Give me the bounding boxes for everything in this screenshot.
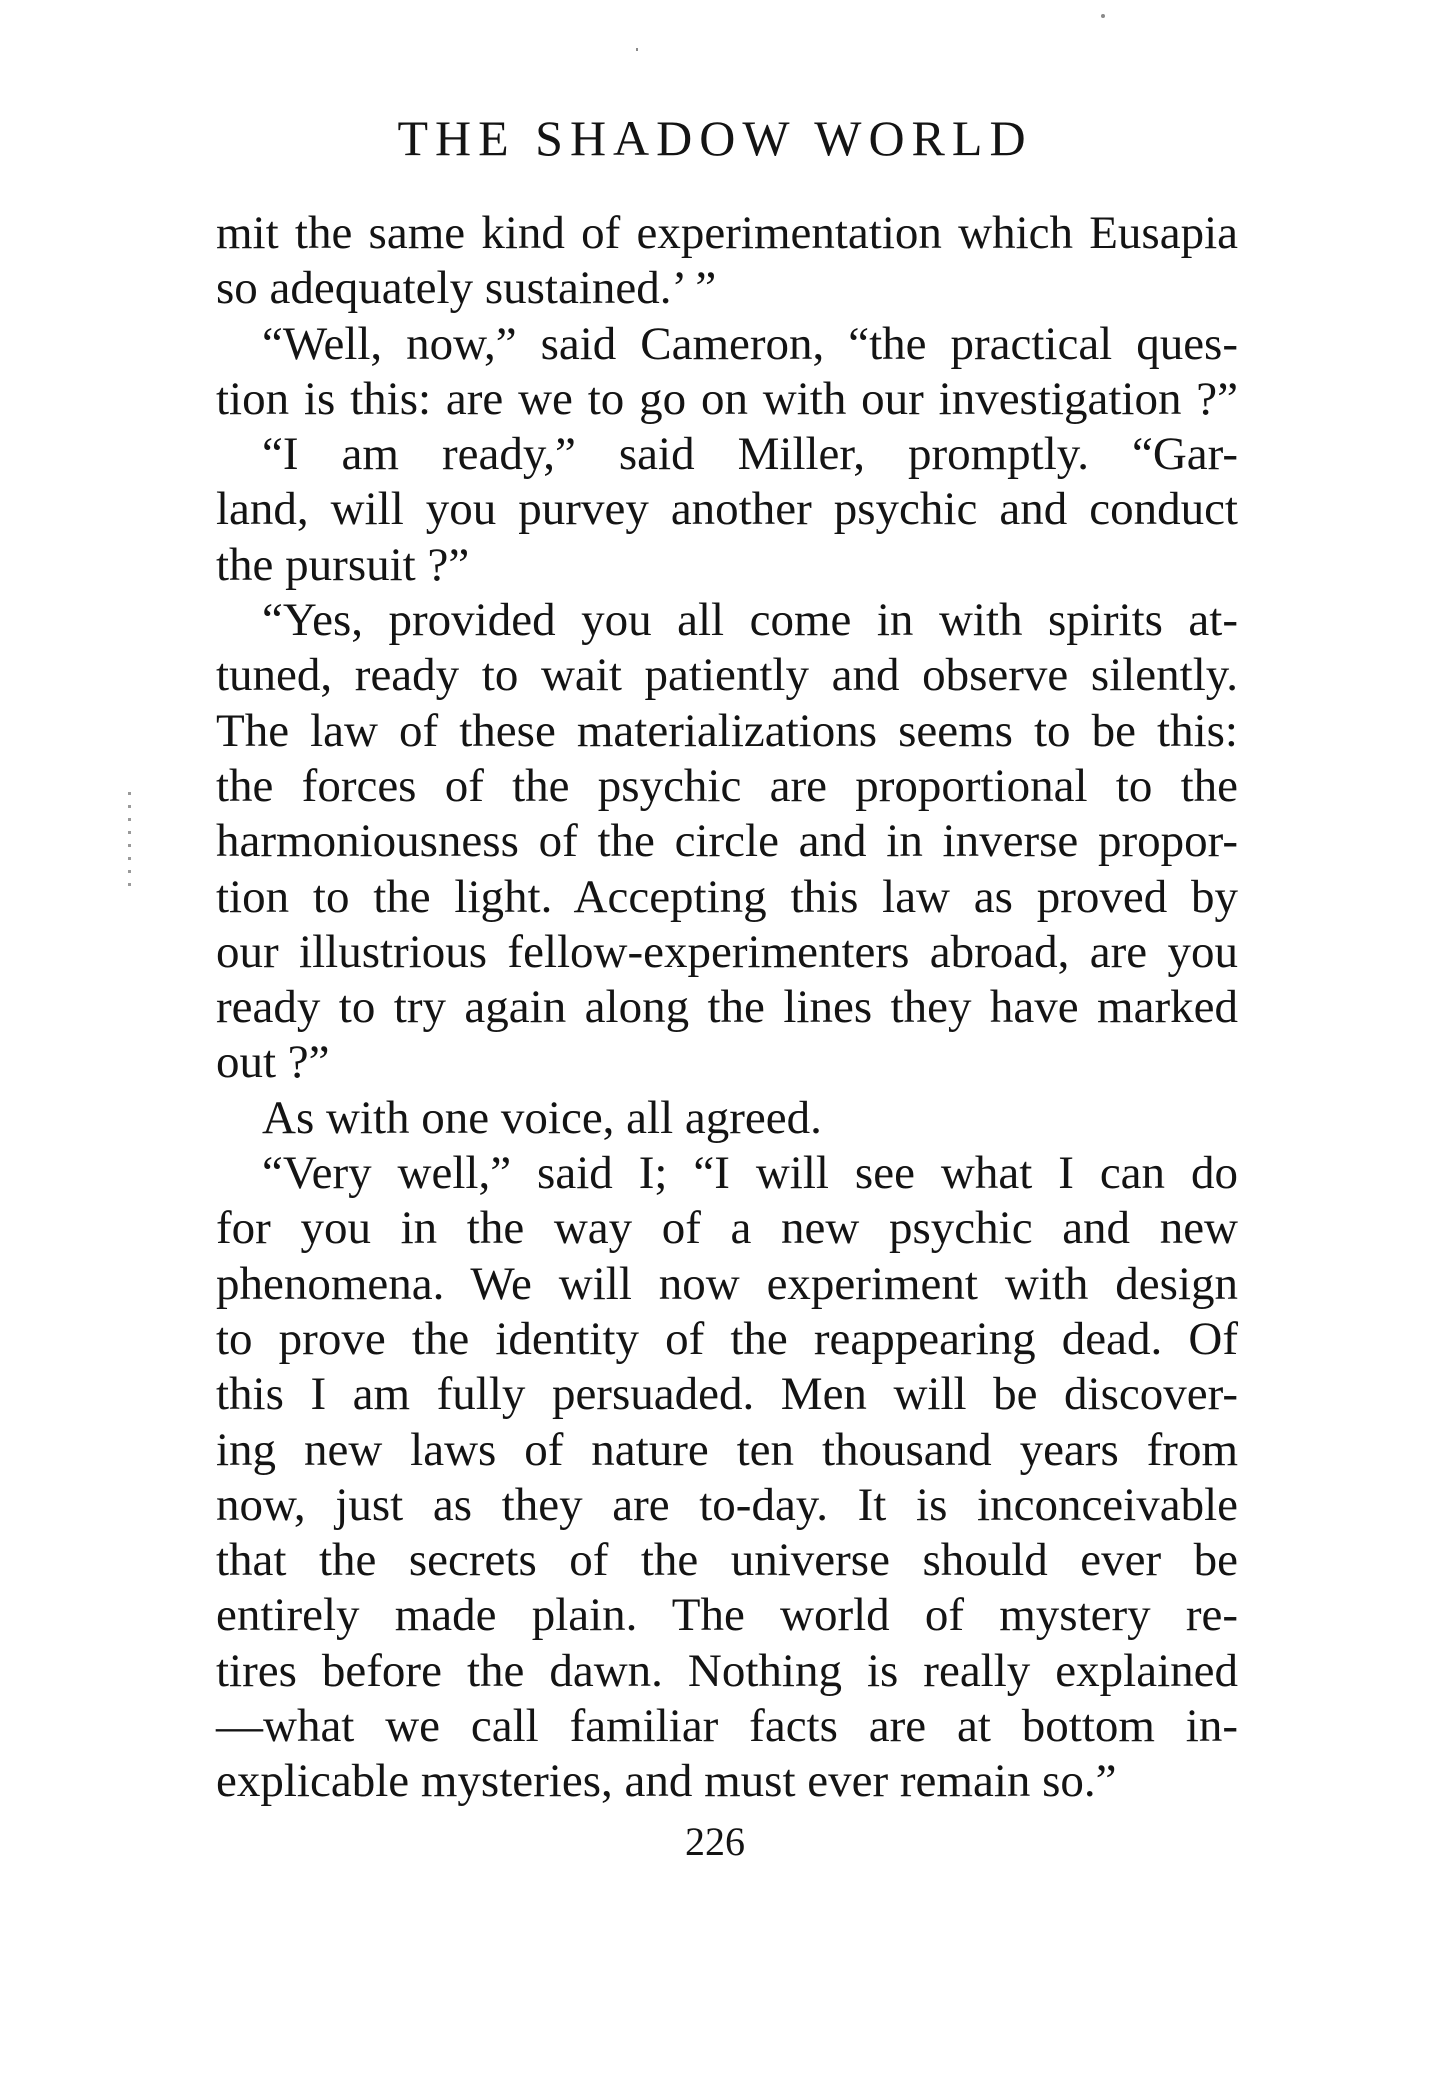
text-line: now, just as they are to-day. It is inconceivable <box>216 1478 1238 1531</box>
text-line: “Very well,” said I; “I will see what I can do <box>262 1147 1238 1200</box>
scan-speck <box>1101 14 1105 18</box>
text-line: “I am ready,” said Miller, promptly. “Gar- <box>262 428 1238 481</box>
text-line: for you in the way of a new psychic and new <box>216 1202 1238 1255</box>
text-line: ing new laws of nature ten thousand years from <box>216 1423 1238 1476</box>
text-line: As with one voice, all agreed. <box>262 1091 822 1144</box>
text-line: land, will you purvey another psychic and conduct <box>216 483 1238 536</box>
text-line: harmoniousness of the circle and in inverse propor- <box>216 815 1238 868</box>
text-line: tion is this: are we to go on with our investigation ?” <box>216 372 1238 425</box>
scan-speck <box>636 48 638 51</box>
text-line: tuned, ready to wait patiently and observe silently. <box>216 649 1238 702</box>
text-line: this I am fully persuaded. Men will be discover- <box>216 1368 1238 1421</box>
running-head: THE SHADOW WORLD <box>397 110 1033 166</box>
text-line: mit the same kind of experimentation which Eusapia <box>216 207 1238 259</box>
text-line: phenomena. We will now experiment with design <box>216 1257 1238 1310</box>
text-line: “Well, now,” said Cameron, “the practical ques- <box>262 317 1238 370</box>
text-line: “Yes, provided you all come in with spirits at- <box>262 594 1238 647</box>
page-number: 226 <box>685 1819 745 1864</box>
text-line: entirely made plain. The world of mystery re- <box>216 1589 1238 1642</box>
text-line: tion to the light. Accepting this law as proved by <box>216 870 1238 923</box>
text-line: The law of these materializations seems to be this: <box>216 704 1238 757</box>
text-line: to prove the identity of the reappearing dead. Of <box>216 1312 1238 1365</box>
text-line: tires before the dawn. Nothing is really explained <box>216 1644 1238 1697</box>
text-line: the forces of the psychic are proportional to the <box>216 759 1238 812</box>
margin-specks <box>128 792 131 892</box>
text-line: our illustrious fellow-experimenters abroad, are you <box>216 925 1238 978</box>
text-line: —what we call familiar facts are at bottom in- <box>216 1700 1238 1753</box>
text-line: that the secrets of the universe should ever be <box>216 1534 1238 1587</box>
body-text <box>216 206 1238 1810</box>
text-line: ready to try again along the lines they have marked <box>216 981 1238 1034</box>
text-line: out ?” <box>216 1036 330 1089</box>
text-line: explicable mysteries, and must ever remain so.” <box>216 1755 1117 1808</box>
text-line: so adequately sustained.’ ” <box>216 262 717 315</box>
text-line: the pursuit ?” <box>216 538 470 591</box>
